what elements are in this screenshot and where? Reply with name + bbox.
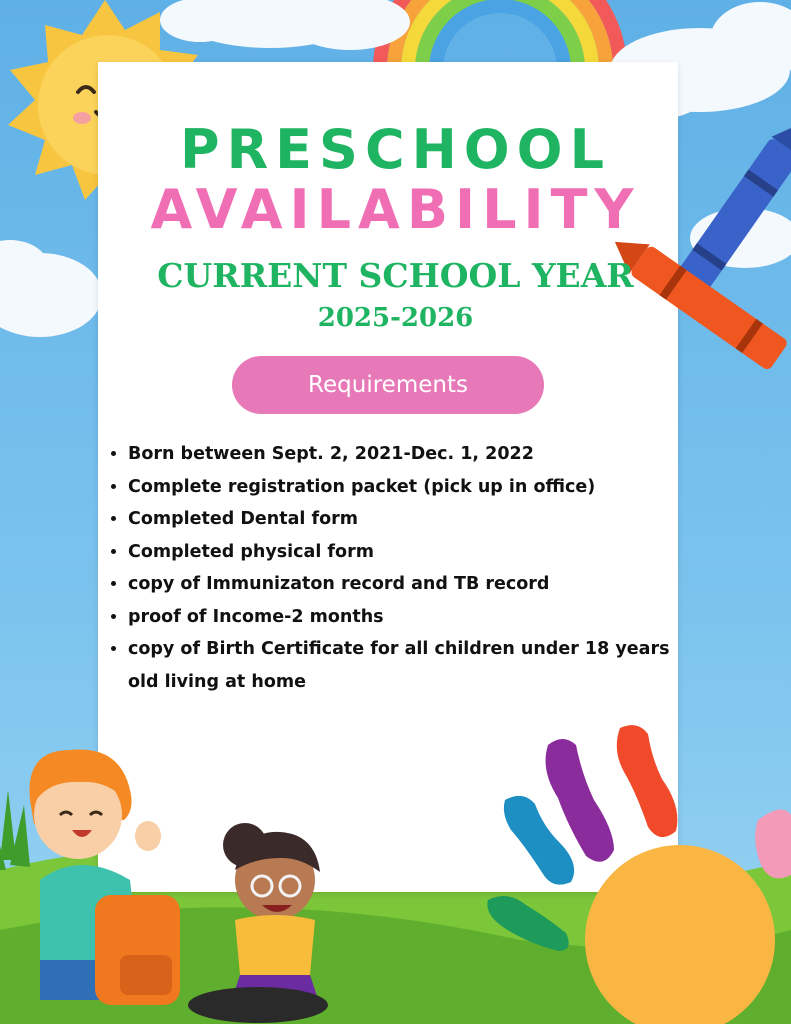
paint-splash-icon — [487, 725, 791, 1024]
list-item: • Completed Dental form — [128, 503, 698, 536]
list-item: • copy of Immunizaton record and TB record — [128, 568, 698, 601]
subtitle-year-range: 2025-2026 — [317, 303, 474, 333]
boy-child-icon — [30, 750, 181, 1006]
list-item: • proof of Income-2 months — [128, 601, 698, 634]
title-availability: AVAILABILITY — [150, 178, 641, 241]
list-item: • Complete registration packet (pick up in office) — [128, 471, 698, 504]
girl-child-icon — [188, 823, 328, 1023]
subtitle-school-year: CURRENT SCHOOL YEAR — [157, 256, 634, 295]
grass-tuft-icon — [0, 790, 30, 870]
list-item: • Completed physical form — [128, 536, 698, 569]
requirements-button[interactable]: Requirements — [232, 356, 544, 414]
list-item: • copy of Birth Certificate for all children under 18 years old living at home — [128, 633, 698, 698]
list-item: • Born between Sept. 2, 2021-Dec. 1, 2022 — [128, 438, 698, 471]
title-preschool: PRESCHOOL — [180, 118, 611, 181]
requirements-list — [106, 438, 698, 698]
